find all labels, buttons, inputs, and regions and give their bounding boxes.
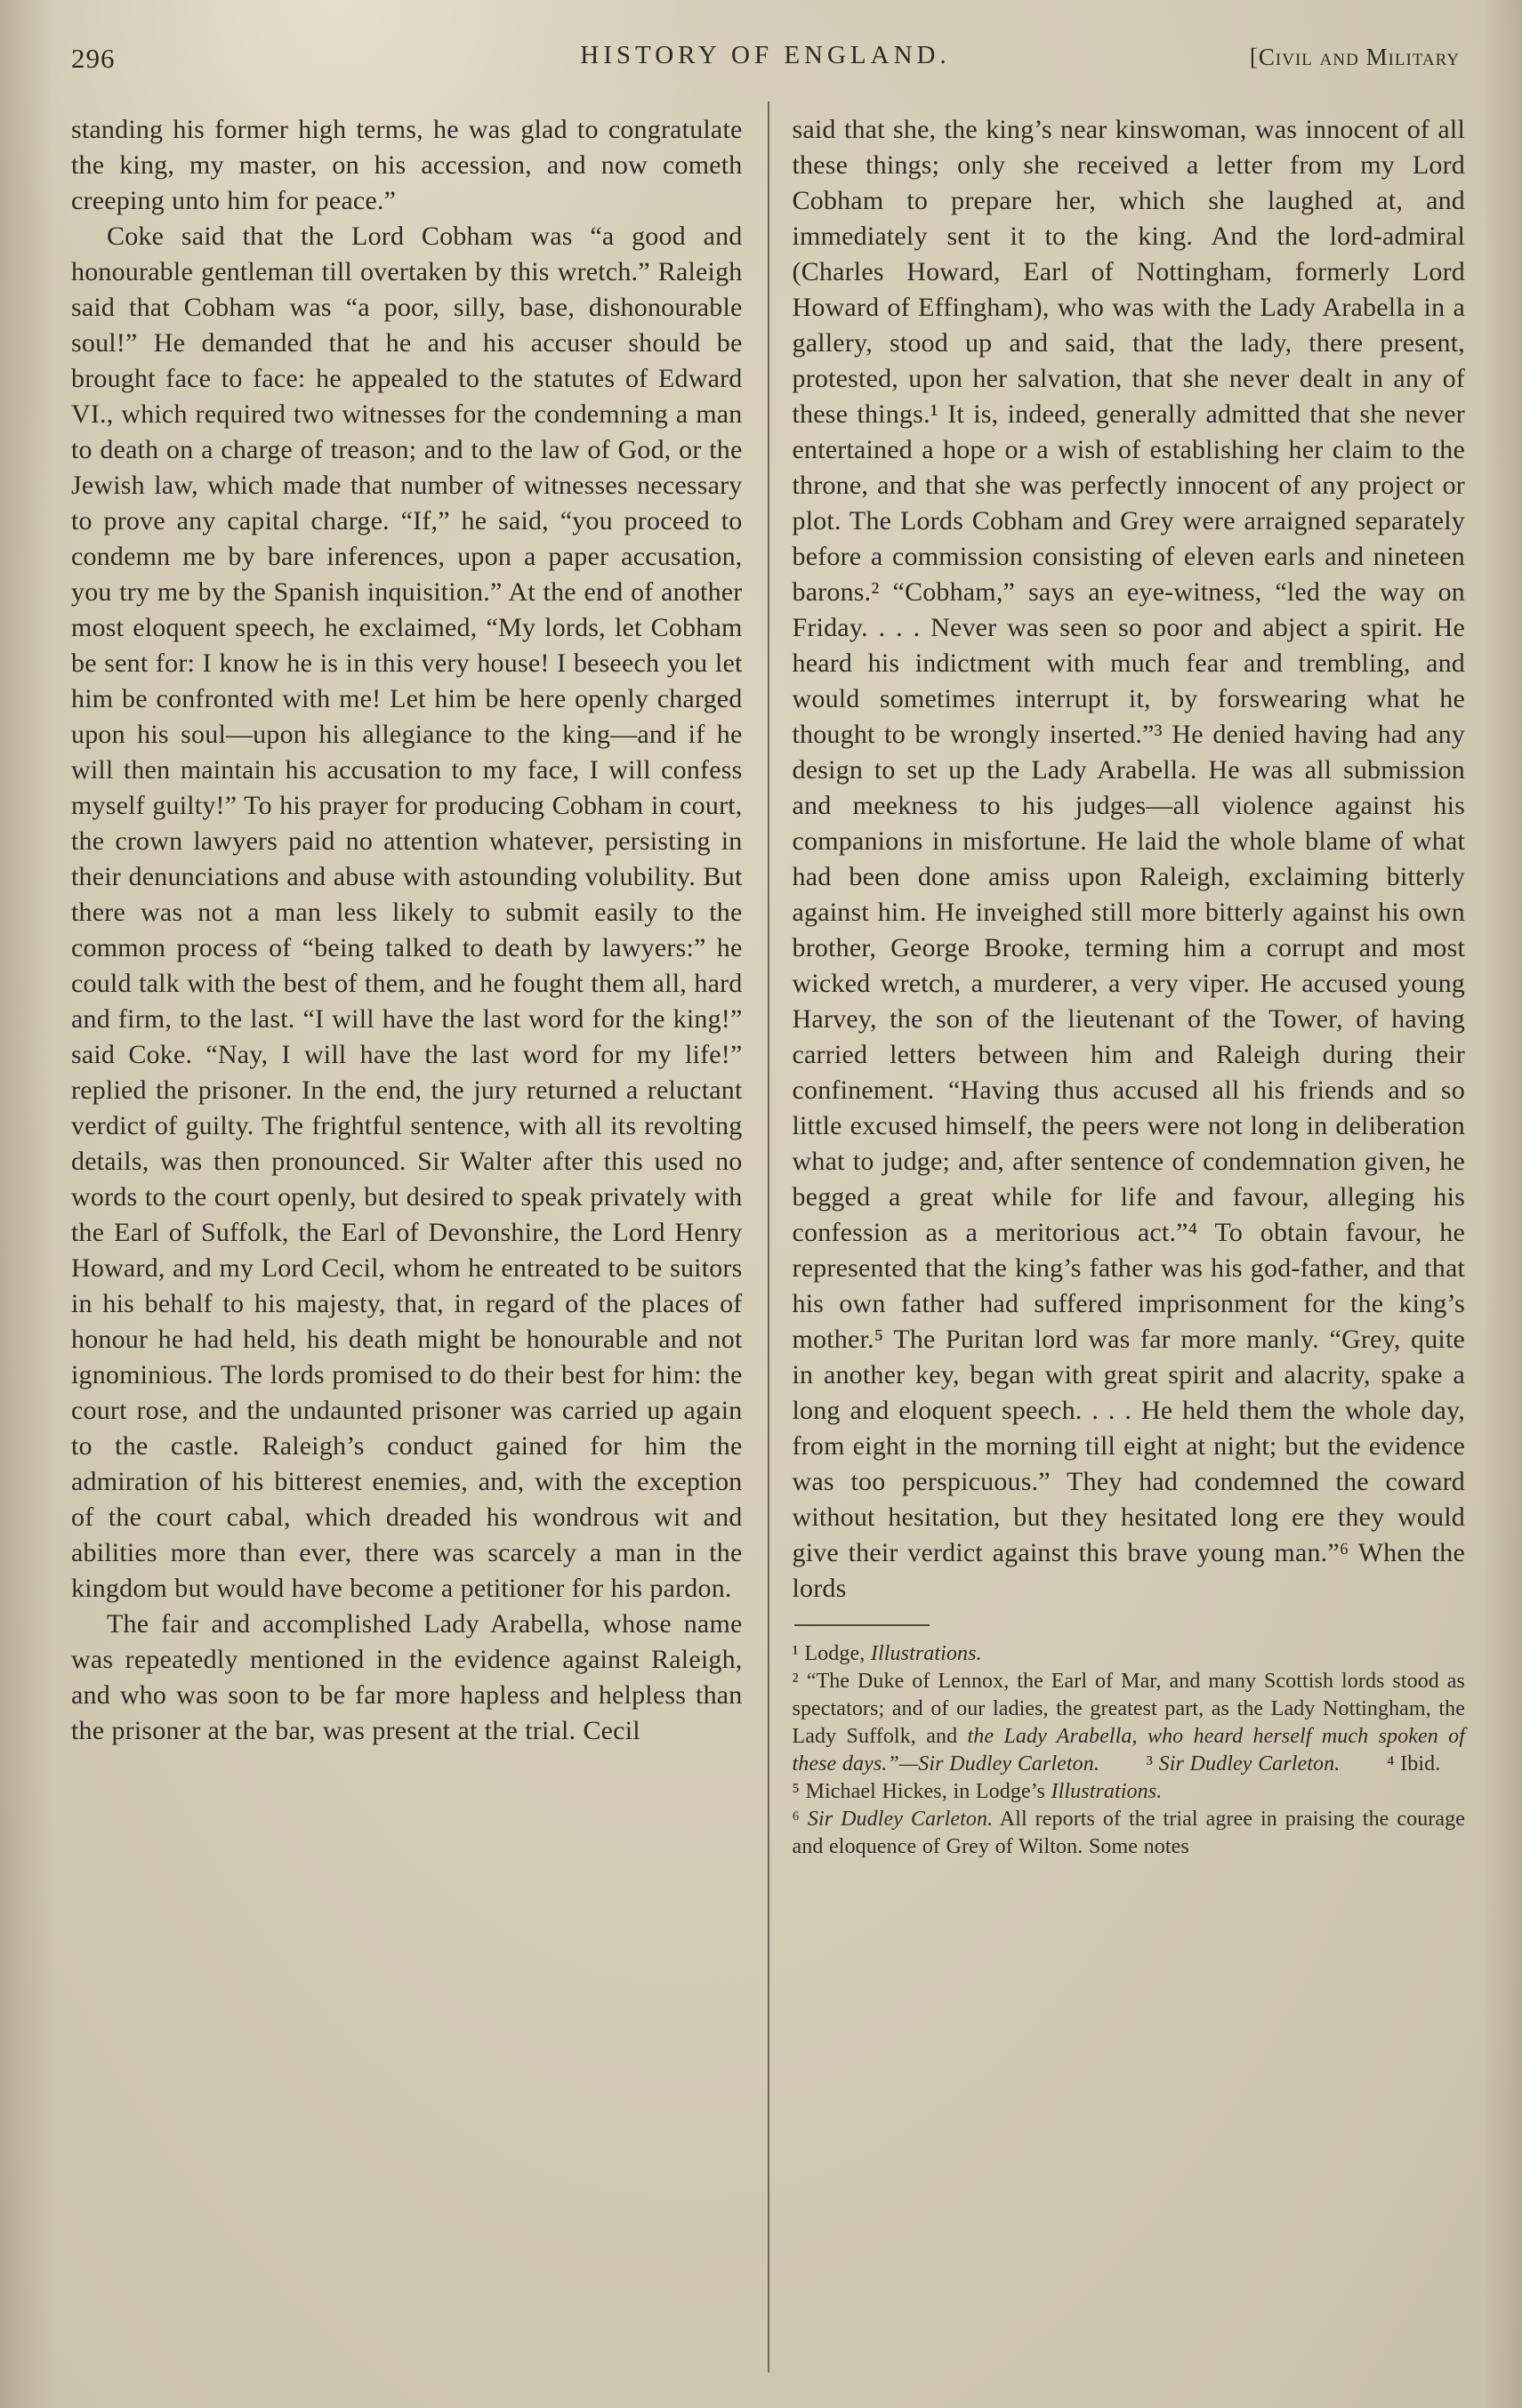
text-columns [71,112,1465,2372]
footnotes [793,1640,1466,1861]
page-title: HISTORY OF ENGLAND. [580,41,951,69]
footnote-2-text: ² “The Duke of Lennox, the Earl of Mar, and many Scottish lords stood as spectators; and of our ladies, the greatest part, as the Lady Nottingham, the Lady Suffolk, and [792,1670,1465,1748]
right-column [769,112,1466,2372]
footnote-6-text: All reports of the trial agree in praising the courage and eloquence of Grey of Wilton. Some notes [792,1808,1465,1858]
footnote-separator-rule [794,1624,930,1626]
footnote-5-text: ⁵ Michael Hickes, in Lodge’s [792,1780,1051,1803]
footnote-2-italic: the Lady Arabella, who heard herself much spoken of these days.”—Sir Dudley Carleton. [792,1725,1466,1776]
paragraph-coke-trial: Coke said that the Lord Cobham was “a good and honourable gentleman till overtaken by this wretch.” Raleigh said that Cobham was “a poor, silly, base, dishonourable soul!” He demanded that he and his accuser should be brought face to face: he appealed to the statutes of Edward VI., which required two witnesses for the condemning a man to death on a charge of treason; and to the law of God, or the Jewish law, which made that number of witnesses necessary to prove any capital charge. “If,” he said, “you proceed to condemn me by bare inferences, upon a paper accusation, you try me by the Spanish inquisition.” At the end of another most eloquent speech, he exclaimed, “My lords, let Cobham be sent for: I know he is in this very house! I beseech you let him be confronted with me! Let him be here openly charged upon his soul—upon his allegiance to the king—and if he will then maintain his accusation to my face, I will confess myself guilty!” To his prayer for producing Cobham in court, the crown lawyers paid no attention whatever, persisting in their denunciations and abuse with astounding volubility. But there was not a man less likely to submit easily to the common process of “being talked to death by lawyers:” he could talk with the best of them, and he fought them all, hard and firm, to the last. “I will have the last word for the king!” said Coke. “Nay, I will have the last word for my life!” replied the prisoner. In the end, the jury returned a reluctant verdict of guilty. The frightful sentence, with all its revolting details, was then pronounced. Sir Walter after this used no words to the court openly, but desired to speak privately with the Earl of Suffolk, the Earl of Devonshire, the Lord Henry Howard, and my Lord Cecil, whom he entreated to be suitors in his behalf to his majesty, that, in regard of the places of honour he had held, his death might be honourable and not ignominious. The lords promised to do their best for him: the court rose, and the undaunted prisoner was carried up again to the castle. Raleigh’s conduct gained for him the admiration of his bitterest enemies, and, with the exception of the court cabal, which dreaded his wondrous wit and abilities more than ever, there was scarcely a man in the kingdom but would have become a petitioner for his pardon. [71,221,743,1603]
footnote-2 [793,1668,1466,1778]
footnote-1-italic: Illustrations. [870,1642,982,1665]
left-column [71,112,768,2372]
footnote-3-marker: ³ [1146,1752,1159,1776]
footnote-3-italic: Sir Dudley Carleton. [1158,1752,1341,1776]
footnote-6 [793,1806,1466,1861]
footnote-5 [793,1778,1466,1806]
section-header: [Civil and Military [1249,44,1460,70]
page-number: 296 [71,43,116,74]
running-head [71,37,1460,77]
footnote-6-marker: ⁶ [792,1808,808,1831]
footnote-5-italic: Illustrations. [1051,1780,1163,1803]
footnote-4-text: ⁴ Ibid. [1387,1752,1441,1776]
paragraph-cobham-grey: said that she, the king’s near kinswoman, was innocent of all these things; only she received a letter from my Lord Cobham to prepare her, which she laughed at, and immediately sent it to the king. And the lord-admiral (Charles Howard, Earl of Nottingham, formerly Lord Howard of Effingham), who was with the Lady Arabella in a gallery, stood up and said, that the lady, there present, protested, upon her salvation, that she never dealt in any of these things.¹ It is, indeed, generally admitted that she never entertained a hope or a wish of establishing her claim to the throne, and that she was perfectly innocent of any project or plot. The Lords Cobham and Grey were arraigned separately before a commission consisting of eleven earls and nineteen barons.² “Cobham,” says an eye-witness, “led the way on Friday. . . . Never was seen so poor and abject a spirit. He heard his indictment with much fear and trembling, and would sometimes interrupt it, by forswearing what he thought to be wrongly inserted.”³ He denied having had any design to set up the Lady Arabella. He was all submission and meekness to his judges—all violence against his companions in misfortune. He laid the whole blame of what had been done amiss upon Raleigh, exclaiming bitterly against him. He inveighed still more bitterly against his own brother, George Brooke, terming him a corrupt and most wicked wretch, a murderer, a very viper. He accused young Harvey, the son of the lieutenant of the Tower, of having carried letters between him and Raleigh during their confinement. “Having thus accused all his friends and so little excused himself, the peers were not long in deliberation what to judge; and, after sentence of condemnation given, he begged a great while for life and favour, alleging his confession as a meritorious act.”⁴ To obtain favour, he represented that the king’s father was his god-father, and that his own father had suffered imprisonment for the king’s mother.⁵ The Puritan lord was far more manly. “Grey, quite in another key, began with great spirit and alacrity, spake a long and eloquent speech. . . . He held them the whole day, from eight in the morning till eight at night; but the evidence was too perspicuous.” They had condemned the coward without hesitation, but they hesitated long ere they would give their verdict against this brave young man.”⁶ When the lords [792,115,1465,1603]
footnote-1-text: ¹ Lodge, [792,1642,871,1665]
paragraph-continuation: standing his former high terms, he was glad to congratulate the king, my master, on his accession, and now cometh creeping unto him for peace.” [71,115,743,215]
paragraph-lady-arabella: The fair and accomplished Lady Arabella, whose name was repeatedly mentioned in the evidence against Raleigh, and who was soon to be far more hapless and helpless than the prisoner at the bar, was present at the trial. Cecil [71,1609,743,1745]
footnote-1 [793,1640,1466,1668]
footnote-6-italic: Sir Dudley Carleton. [807,1808,994,1831]
